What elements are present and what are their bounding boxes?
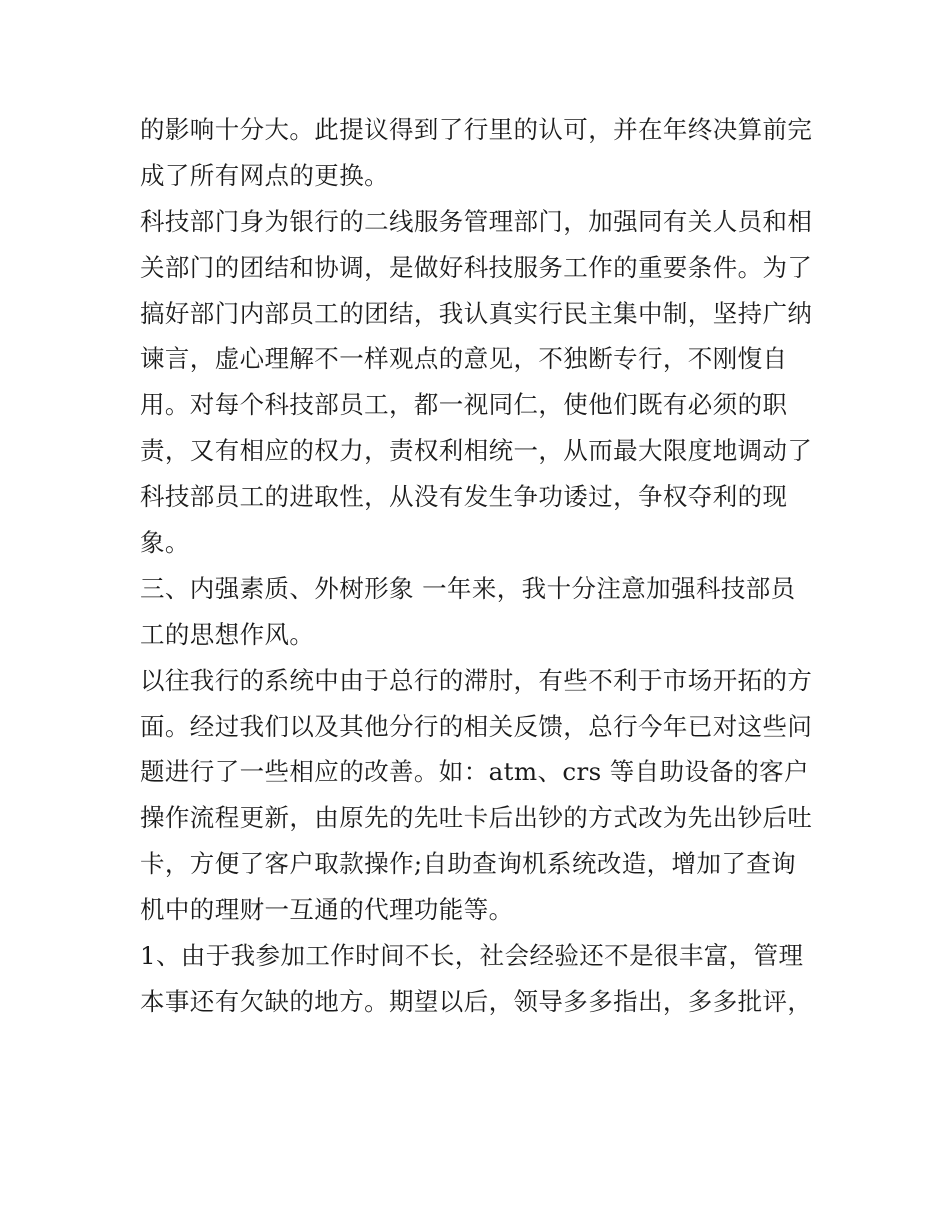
text-line: 面。经过我们以及其他分行的相关反馈，总行今年已对这些问 bbox=[140, 711, 813, 741]
text-line: 机中的理财一互通的代理功能等。 bbox=[140, 895, 514, 925]
text-line: 科技部门身为银行的二线服务管理部门，加强同有关人员和相 bbox=[140, 206, 813, 236]
document-body bbox=[140, 107, 820, 1025]
text-line: 工的思想作风。 bbox=[140, 619, 315, 649]
text-line: 题进行了一些相应的改善。如：atm、crs 等自助设备的客户 bbox=[140, 757, 809, 787]
text-line: 关部门的团结和协调，是做好科技服务工作的重要条件。为了 bbox=[140, 252, 813, 282]
text-line: 以往我行的系统中由于总行的滞肘，有些不利于市场开拓的方 bbox=[140, 665, 813, 695]
text-line: 搞好部门内部员工的团结，我认真实行民主集中制，坚持广纳 bbox=[140, 298, 813, 328]
text-line: 操作流程更新，由原先的先吐卡后出钞的方式改为先出钞后吐 bbox=[140, 803, 813, 833]
text-line: 三、内强素质、外树形象 一年来，我十分注意加强科技部员 bbox=[140, 573, 796, 603]
text-line: 谏言，虚心理解不一样观点的意见，不独断专行，不刚愎自 bbox=[140, 344, 788, 374]
text-line: 责，又有相应的权力，责权利相统一，从而最大限度地调动了 bbox=[140, 436, 813, 466]
text-line: 卡，方便了客户取款操作;自助查询机系统改造，增加了查询 bbox=[140, 849, 797, 879]
text-line: 象。 bbox=[140, 528, 190, 558]
text-line: 1、由于我参加工作时间不长，社会经验还不是很丰富，管理 bbox=[140, 941, 804, 971]
text-line: 本事还有欠缺的地方。期望以后，领导多多指出，多多批评， bbox=[140, 986, 813, 1016]
text-line: 用。对每个科技部员工，都一视同仁，使他们既有必须的职 bbox=[140, 390, 788, 420]
text-line: 科技部员工的进取性，从没有发生争功诿过，争权夺利的现 bbox=[140, 482, 788, 512]
text-line: 成了所有网点的更换。 bbox=[140, 160, 389, 190]
text-line: 的影响十分大。此提议得到了行里的认可，并在年终决算前完 bbox=[140, 115, 813, 144]
